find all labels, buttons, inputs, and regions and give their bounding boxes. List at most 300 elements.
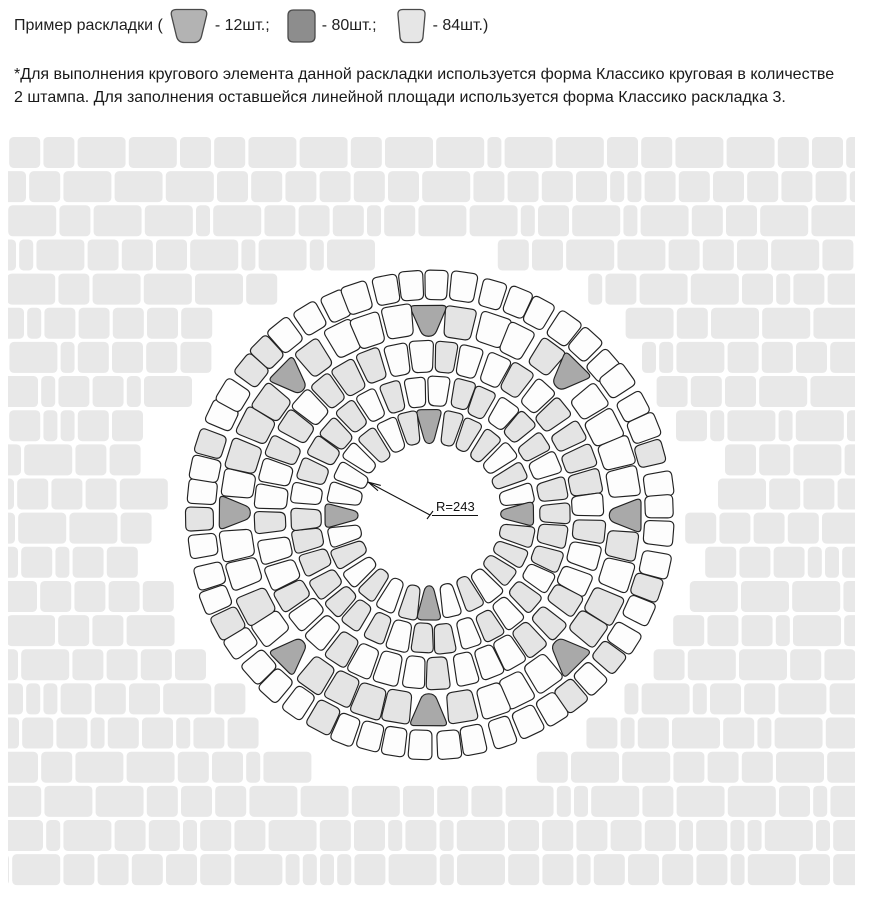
grid-stone	[8, 479, 14, 510]
grid-stone	[693, 683, 707, 714]
ring-stone	[604, 528, 639, 561]
grid-stone	[78, 137, 126, 168]
grid-stone	[58, 615, 89, 646]
grid-stone	[147, 786, 178, 817]
grid-stone	[470, 205, 518, 236]
grid-stone	[610, 171, 624, 202]
trapezoid-light-icon-svg	[395, 8, 428, 44]
grid-stone	[385, 137, 433, 168]
grid-stone	[457, 820, 505, 851]
grid-stone	[73, 547, 104, 578]
grid-stone	[621, 718, 635, 749]
grid-stone	[711, 308, 759, 339]
grid-stone	[673, 752, 704, 783]
grid-stone	[388, 171, 419, 202]
grid-stone	[830, 683, 855, 714]
grid-stone	[645, 171, 676, 202]
grid-stone	[121, 513, 152, 544]
grid-stone	[156, 239, 187, 270]
dark-trapezoid-stone	[325, 504, 358, 527]
note-line-2: 2 штампа. Для заполнения оставшейся линейной площади используется форма Классико раскладка 3.	[14, 88, 786, 106]
grid-stone	[728, 342, 759, 373]
grid-stone	[285, 171, 316, 202]
grid-stone	[180, 137, 211, 168]
dark-trapezoid-stone	[411, 305, 446, 336]
grid-stone	[719, 513, 750, 544]
grid-stone	[776, 274, 790, 305]
grid-stone	[176, 718, 190, 749]
grid-stone	[846, 137, 855, 168]
grid-stone	[75, 752, 123, 783]
grid-stone	[327, 239, 375, 270]
grid-stone	[810, 376, 855, 407]
grid-stone	[107, 649, 138, 680]
grid-stone	[337, 854, 351, 885]
grid-stone	[685, 513, 716, 544]
grid-stone	[792, 581, 840, 612]
grid-stone	[251, 171, 282, 202]
trapezoid-wide-glyph	[171, 10, 207, 43]
grid-stone	[8, 683, 23, 714]
grid-stone	[642, 342, 656, 373]
ring-stone	[188, 532, 219, 559]
grid-stone	[228, 718, 259, 749]
grid-stone	[300, 137, 348, 168]
grid-stone	[542, 854, 573, 885]
grid-stone	[72, 649, 103, 680]
ring-stone	[424, 270, 448, 300]
grid-stone	[63, 854, 94, 885]
grid-stone	[109, 581, 140, 612]
ring-stone	[219, 527, 256, 563]
ring-stone	[383, 342, 412, 377]
grid-stone	[742, 274, 773, 305]
grid-stone	[542, 171, 573, 202]
grid-stone	[473, 171, 504, 202]
grid-stone	[822, 239, 853, 270]
radius-dimension	[368, 482, 478, 519]
grid-stone	[418, 205, 466, 236]
grid-stone	[471, 786, 502, 817]
grid-stone	[92, 615, 123, 646]
grid-stone	[234, 854, 282, 885]
grid-stone	[44, 308, 75, 339]
grid-stone	[825, 547, 839, 578]
grid-stone	[146, 342, 177, 373]
grid-stone	[180, 342, 211, 373]
dark-trapezoid-stone	[417, 586, 440, 620]
grid-stone	[403, 786, 434, 817]
ring-stone	[436, 730, 462, 760]
grid-stone	[588, 274, 602, 305]
grid-stone	[8, 444, 21, 475]
grid-stone	[774, 547, 805, 578]
grid-stone	[41, 376, 55, 407]
grid-stone	[78, 342, 109, 373]
grid-stone	[56, 718, 87, 749]
ring-stone	[572, 518, 606, 544]
ring-stone	[565, 539, 602, 571]
grid-stone	[367, 205, 381, 236]
grid-stone	[115, 171, 163, 202]
grid-stone	[762, 308, 810, 339]
grid-stone	[739, 547, 770, 578]
ring-stone	[404, 377, 428, 409]
grid-stone	[246, 752, 260, 783]
ring-stone	[454, 344, 484, 380]
grid-stone	[803, 479, 834, 510]
grid-stone	[708, 752, 739, 783]
grid-stone	[538, 205, 569, 236]
grid-stone	[9, 342, 57, 373]
grid-stone	[576, 171, 607, 202]
grid-stone	[617, 239, 665, 270]
grid-stone	[673, 615, 704, 646]
grid-stone	[8, 854, 9, 885]
grid-stone	[79, 308, 110, 339]
grid-stone	[181, 308, 212, 339]
ring-stone	[643, 519, 674, 546]
grid-stone	[833, 854, 855, 885]
grid-stone	[457, 854, 505, 885]
grid-stone	[354, 854, 385, 885]
grid-stone	[731, 854, 745, 885]
ring-stone	[398, 270, 424, 301]
grid-stone	[796, 342, 827, 373]
grid-stone	[623, 205, 637, 236]
grid-stone	[726, 205, 757, 236]
grid-stone	[830, 342, 855, 373]
grid-stone	[713, 171, 744, 202]
grid-stone	[107, 547, 138, 578]
grid-stone	[24, 444, 72, 475]
grid-stone	[691, 274, 739, 305]
ring-stone	[536, 476, 569, 504]
grid-stone	[691, 376, 722, 407]
grid-stone	[113, 308, 144, 339]
grid-stone	[259, 239, 307, 270]
grid-stone	[19, 239, 33, 270]
grid-stone	[690, 581, 738, 612]
grid-stone	[842, 547, 855, 578]
grid-stone	[742, 615, 773, 646]
grid-stone	[727, 137, 775, 168]
grid-stone	[301, 786, 349, 817]
grid-stone	[12, 854, 60, 885]
grid-stone	[672, 718, 720, 749]
legend	[14, 6, 488, 46]
grid-stone	[241, 239, 255, 270]
grid-stone	[8, 308, 24, 339]
grid-stone	[132, 854, 163, 885]
grid-stone	[141, 649, 172, 680]
grid-stone	[320, 854, 334, 885]
grid-stone	[642, 683, 690, 714]
ring-stone	[444, 689, 478, 724]
grid-stone	[506, 786, 554, 817]
ring-stone	[426, 376, 450, 407]
grid-stone	[710, 410, 724, 441]
grid-stone	[508, 820, 539, 851]
grid-stone	[692, 205, 723, 236]
grid-stone	[828, 274, 855, 305]
grid-stone	[249, 786, 297, 817]
grid-stone	[775, 718, 823, 749]
grid-stone	[75, 444, 106, 475]
paving-diagram-svg	[8, 137, 855, 887]
grid-stone	[487, 137, 501, 168]
grid-stone	[645, 820, 676, 851]
grid-stone	[8, 752, 38, 783]
grid-stone	[845, 444, 855, 475]
grid-stone	[813, 308, 855, 339]
dark-trapezoid-stone	[219, 496, 250, 529]
grid-stone	[739, 649, 787, 680]
grid-stone	[181, 786, 212, 817]
grid-stone	[627, 171, 641, 202]
grid-stone	[676, 342, 724, 373]
grid-stone	[833, 820, 855, 851]
ring-stone	[372, 274, 402, 307]
trapezoid-light-glyph	[398, 10, 425, 43]
grid-stone	[388, 820, 402, 851]
grid-stone	[847, 410, 855, 441]
grid-stone	[96, 786, 144, 817]
grid-stone	[657, 376, 688, 407]
square-icon-svg	[286, 8, 317, 44]
grid-stone	[93, 274, 141, 305]
grid-stone	[437, 786, 468, 817]
grid-stone	[269, 820, 317, 851]
grid-stone	[8, 513, 15, 544]
grid-stone	[166, 854, 197, 885]
grid-stone	[142, 718, 173, 749]
grid-stone	[641, 205, 689, 236]
grid-stone	[112, 342, 143, 373]
grid-stone	[200, 820, 231, 851]
grid-stone	[263, 752, 311, 783]
grid-stone	[200, 854, 231, 885]
ring-stone	[188, 454, 221, 484]
grid-stone	[333, 205, 364, 236]
grid-stone	[88, 239, 119, 270]
grid-stone	[748, 854, 796, 885]
grid-stone	[8, 820, 43, 851]
grid-stone	[577, 854, 591, 885]
grid-stone	[537, 752, 568, 783]
grid-stone	[8, 786, 41, 817]
grid-stone	[594, 854, 625, 885]
ring-stone	[432, 623, 457, 655]
grid-stone	[440, 820, 454, 851]
grid-stone	[41, 752, 72, 783]
grid-stone	[638, 718, 669, 749]
grid-stone	[728, 786, 776, 817]
trapezoid-wide-icon-svg	[168, 8, 210, 44]
grid-stone	[757, 718, 771, 749]
grid-stone	[744, 683, 775, 714]
trapezoid-wide-stone-icon	[168, 8, 210, 44]
ring-stone	[356, 720, 386, 753]
grid-stone	[98, 854, 129, 885]
ring-stone	[477, 278, 508, 311]
grid-stone	[129, 137, 177, 168]
grid-stone	[508, 171, 539, 202]
grid-stone	[422, 171, 470, 202]
ring-stone	[290, 482, 323, 507]
grid-stone	[626, 308, 674, 339]
square-glyph	[288, 10, 315, 42]
grid-stone	[129, 683, 160, 714]
grid-stone	[748, 820, 762, 851]
grid-stone	[793, 615, 841, 646]
grid-stone	[778, 137, 809, 168]
grid-stone	[58, 376, 89, 407]
grid-stone	[303, 854, 317, 885]
grid-stone	[759, 376, 807, 407]
grid-stone	[776, 752, 824, 783]
ring-stone	[605, 465, 641, 500]
grid-stone	[196, 205, 210, 236]
grid-stone	[436, 137, 484, 168]
grid-stone	[22, 718, 53, 749]
grid-stone	[710, 683, 741, 714]
grid-stone	[571, 752, 619, 783]
grid-stone	[505, 137, 553, 168]
grid-stone	[707, 615, 738, 646]
grid-stone	[8, 239, 16, 270]
grid-stone	[120, 479, 168, 510]
grid-stone	[762, 342, 793, 373]
grid-stone	[741, 581, 789, 612]
grid-stone	[234, 820, 265, 851]
grid-stone	[389, 854, 437, 885]
grid-stone	[843, 581, 855, 612]
grid-stone	[508, 854, 539, 885]
grid-stone	[147, 308, 178, 339]
grid-stone	[9, 137, 40, 168]
grid-stone	[78, 410, 109, 441]
grid-stone	[799, 854, 830, 885]
ring-stone	[408, 730, 433, 760]
grid-stone	[730, 820, 744, 851]
grid-stone	[737, 239, 768, 270]
grid-stone	[778, 683, 826, 714]
grid-stone	[556, 137, 604, 168]
grid-stone	[498, 239, 529, 270]
grid-stone	[576, 820, 607, 851]
grid-stone	[190, 239, 238, 270]
grid-stone	[677, 308, 708, 339]
grid-stone	[63, 820, 111, 851]
grid-stone	[676, 410, 707, 441]
grid-stone	[112, 410, 143, 441]
ring-stone	[402, 655, 427, 689]
grid-stone	[727, 410, 775, 441]
grid-stone	[43, 137, 74, 168]
grid-stone	[61, 683, 92, 714]
grid-stone	[69, 513, 117, 544]
grid-stone	[677, 786, 725, 817]
grid-stone	[688, 649, 736, 680]
grid-stone	[43, 410, 57, 441]
grid-stone	[781, 171, 812, 202]
grid-stone	[61, 342, 75, 373]
grid-stone	[725, 444, 756, 475]
grid-stone	[826, 718, 855, 749]
ring-stone	[381, 726, 408, 758]
grid-stone	[521, 205, 535, 236]
grid-stone	[611, 820, 642, 851]
note-text	[14, 64, 880, 109]
grid-stone	[21, 649, 69, 680]
ring-stone	[291, 507, 322, 530]
grid-stone	[723, 718, 754, 749]
grid-stone	[760, 205, 808, 236]
grid-stone	[586, 718, 617, 749]
grid-stone	[178, 752, 209, 783]
grid-stone	[838, 479, 855, 510]
grid-stone	[8, 274, 55, 305]
grid-stone	[796, 410, 844, 441]
grid-stone	[696, 820, 727, 851]
ring-stone	[459, 723, 488, 756]
grid-stone	[195, 274, 243, 305]
square-stone-icon	[286, 8, 317, 44]
grid-stone	[58, 274, 89, 305]
grid-stone	[532, 239, 563, 270]
grid-stone	[110, 444, 141, 475]
grid-stone	[788, 513, 819, 544]
grid-stone	[816, 171, 847, 202]
grid-stone	[36, 239, 84, 270]
grid-stone	[771, 239, 819, 270]
ring-stone	[433, 341, 458, 374]
grid-stone	[55, 547, 69, 578]
grid-stone	[320, 820, 351, 851]
grid-stone	[808, 547, 822, 578]
grid-stone	[566, 239, 614, 270]
grid-stone	[115, 820, 146, 851]
grid-stone	[641, 137, 672, 168]
grid-stone	[86, 479, 117, 510]
grid-stone	[679, 820, 693, 851]
grid-stone	[51, 479, 82, 510]
grid-stone	[607, 137, 638, 168]
grid-stone	[827, 752, 855, 783]
legend-count-trapezoid-light: - 84шт.)	[432, 17, 489, 34]
grid-stone	[624, 683, 638, 714]
grid-stone	[679, 171, 710, 202]
trapezoid-light-stone-icon	[395, 8, 428, 44]
grid-stone	[63, 171, 111, 202]
grid-stone	[212, 752, 243, 783]
grid-stone	[384, 205, 415, 236]
grid-stone	[742, 752, 773, 783]
grid-stone	[21, 547, 52, 578]
grid-stone	[605, 274, 636, 305]
grid-stone	[217, 171, 248, 202]
grid-stone	[705, 547, 736, 578]
grid-stone	[143, 581, 174, 612]
grid-stone	[628, 854, 659, 885]
grid-stone	[352, 786, 400, 817]
grid-stone	[264, 205, 295, 236]
legend-count-square: - 80шт.;	[321, 17, 377, 34]
grid-stone	[354, 171, 385, 202]
ring-stone	[540, 503, 570, 524]
grid-stone	[776, 615, 790, 646]
